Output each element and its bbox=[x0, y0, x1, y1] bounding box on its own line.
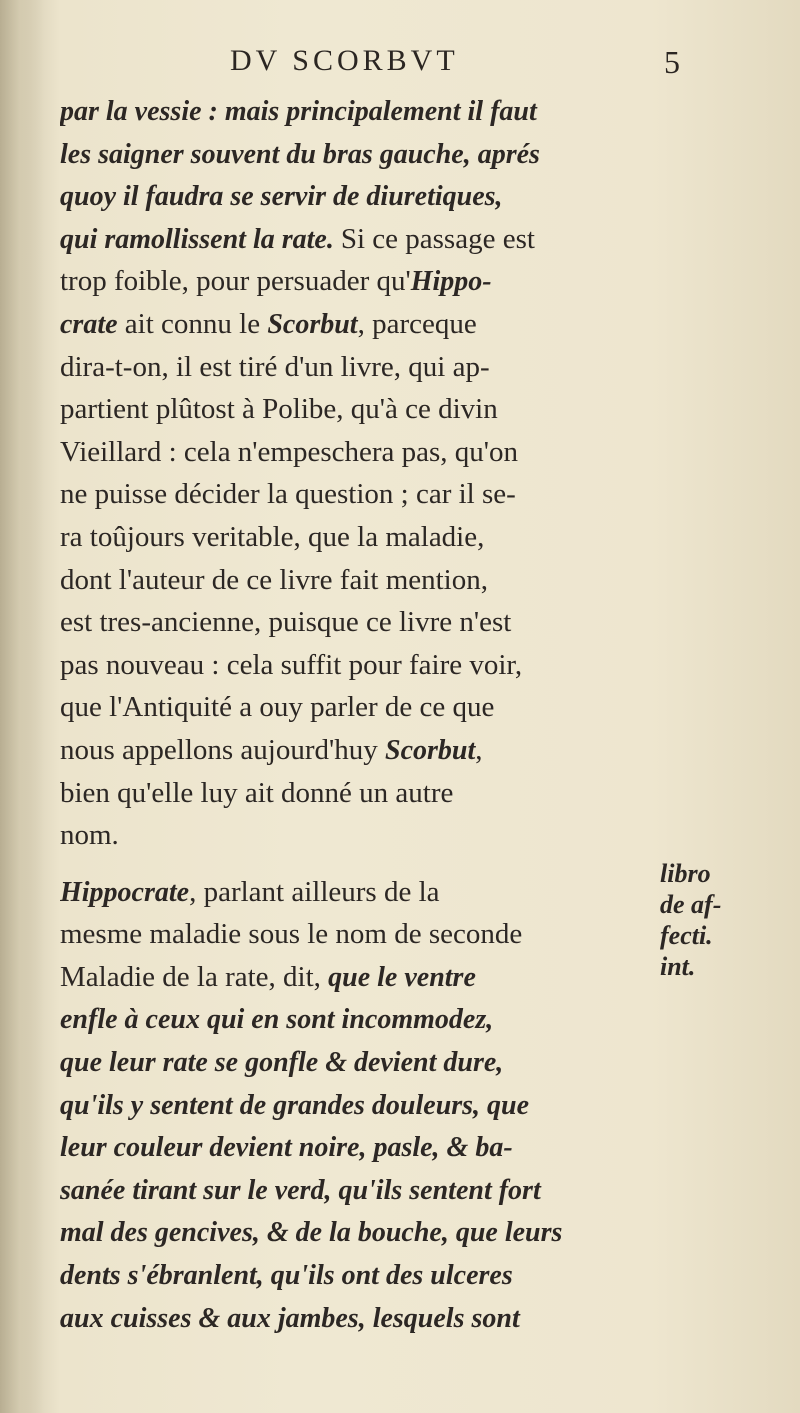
text-line bbox=[60, 133, 690, 176]
text-line bbox=[60, 218, 690, 261]
roman-text: trop foible, pour persuader qu' bbox=[60, 265, 411, 298]
text-line bbox=[60, 814, 690, 857]
text-line bbox=[60, 729, 690, 772]
text-line bbox=[60, 260, 690, 303]
roman-text: ne puisse décider la question ; car il se- bbox=[60, 478, 516, 511]
italic-text: les saigner souvent du bras gauche, aprés bbox=[60, 138, 540, 170]
italic-text: Scorbut bbox=[385, 734, 476, 766]
text-line bbox=[60, 90, 690, 133]
text-line bbox=[60, 473, 690, 516]
roman-text: est tres-ancienne, puisque ce livre n'est bbox=[60, 606, 512, 639]
text-line bbox=[60, 431, 690, 474]
text-line bbox=[60, 1297, 690, 1340]
italic-text: Hippo- bbox=[410, 266, 492, 298]
italic-text: crate bbox=[60, 308, 118, 340]
text-line bbox=[60, 1084, 690, 1127]
italic-text: enfle à ceux qui en sont incommodez, bbox=[60, 1004, 494, 1036]
italic-text: aux cuisses & aux jambes, lesquels sont bbox=[60, 1302, 520, 1334]
italic-text: que leur rate se gonfle & devient dure, bbox=[60, 1047, 504, 1079]
italic-text: dents s'ébranlent, qu'ils ont des ulceres bbox=[60, 1260, 513, 1292]
roman-text: dont l'auteur de ce livre fait mention, bbox=[60, 563, 488, 596]
margin-note-line: fecti. bbox=[660, 921, 713, 950]
italic-text: que le ventre bbox=[328, 961, 476, 993]
roman-text: nom. bbox=[60, 819, 119, 852]
roman-text: bien qu'elle luy ait donné un autre bbox=[60, 776, 454, 809]
text-line bbox=[60, 1041, 690, 1084]
page-gutter bbox=[0, 0, 44, 1413]
text-line bbox=[60, 1254, 690, 1297]
text-line bbox=[60, 871, 690, 914]
italic-text: Hippocrate bbox=[60, 876, 190, 908]
roman-text: que l'Antiquité a ouy parler de ce que bbox=[60, 691, 495, 724]
roman-text: , parlant ailleurs de la bbox=[189, 875, 440, 908]
roman-text: , bbox=[475, 733, 483, 766]
text-line bbox=[60, 644, 690, 687]
text-line bbox=[60, 346, 690, 389]
italic-text: qui ramollissent la rate. bbox=[60, 223, 341, 255]
roman-text: partient plûtost à Polibe, qu'à ce divin bbox=[60, 393, 498, 426]
text-line bbox=[60, 388, 690, 431]
italic-text: mal des gencives, & de la bouche, que leurs bbox=[60, 1217, 563, 1249]
roman-text: ait connu le bbox=[117, 307, 268, 340]
text-line bbox=[60, 956, 690, 999]
body-text bbox=[60, 90, 690, 1339]
roman-text: , parceque bbox=[357, 307, 477, 340]
text-line bbox=[60, 686, 690, 729]
text-line bbox=[60, 998, 690, 1041]
roman-text: ra toûjours veritable, que la maladie, bbox=[60, 520, 485, 553]
italic-text: leur couleur devient noire, pasle, & ba- bbox=[60, 1132, 513, 1164]
text-line bbox=[60, 516, 690, 559]
text-line bbox=[60, 559, 690, 602]
text-line bbox=[60, 1169, 690, 1212]
roman-text: mesme maladie sous le nom de seconde bbox=[60, 918, 523, 951]
margin-note bbox=[660, 858, 750, 982]
margin-note-line: libro bbox=[660, 859, 711, 888]
running-title: DV SCORBVT bbox=[230, 44, 459, 77]
italic-text: quoy il faudra se servir de diuretiques, bbox=[60, 181, 503, 213]
text-line bbox=[60, 913, 690, 956]
running-head bbox=[60, 44, 680, 84]
text-line bbox=[60, 175, 690, 218]
text-line bbox=[60, 303, 690, 346]
roman-text: dira-t-on, il est tiré d'un livre, qui ap- bbox=[60, 350, 490, 383]
italic-text: sanée tirant sur le verd, qu'ils sentent fort bbox=[60, 1174, 541, 1206]
roman-text: Si ce passage est bbox=[340, 222, 535, 255]
text-line bbox=[60, 772, 690, 815]
italic-text: par la vessie : mais principalement il faut bbox=[60, 96, 537, 127]
roman-text: Maladie de la rate, dit, bbox=[60, 960, 329, 993]
margin-note-line: int. bbox=[660, 952, 696, 981]
text-line bbox=[60, 1211, 690, 1254]
roman-text: nous appellons aujourd'huy bbox=[60, 733, 385, 766]
paragraph-gap bbox=[60, 857, 690, 871]
margin-note-line: de af- bbox=[660, 890, 722, 919]
roman-text: Vieillard : cela n'empeschera pas, qu'on bbox=[60, 435, 519, 468]
page-number: 5 bbox=[664, 44, 680, 80]
italic-text: Scorbut bbox=[267, 308, 358, 340]
italic-text: qu'ils y sentent de grandes douleurs, que bbox=[60, 1089, 530, 1121]
roman-text: pas nouveau : cela suffit pour faire voir, bbox=[60, 648, 523, 681]
text-line bbox=[60, 1126, 690, 1169]
text-line bbox=[60, 601, 690, 644]
